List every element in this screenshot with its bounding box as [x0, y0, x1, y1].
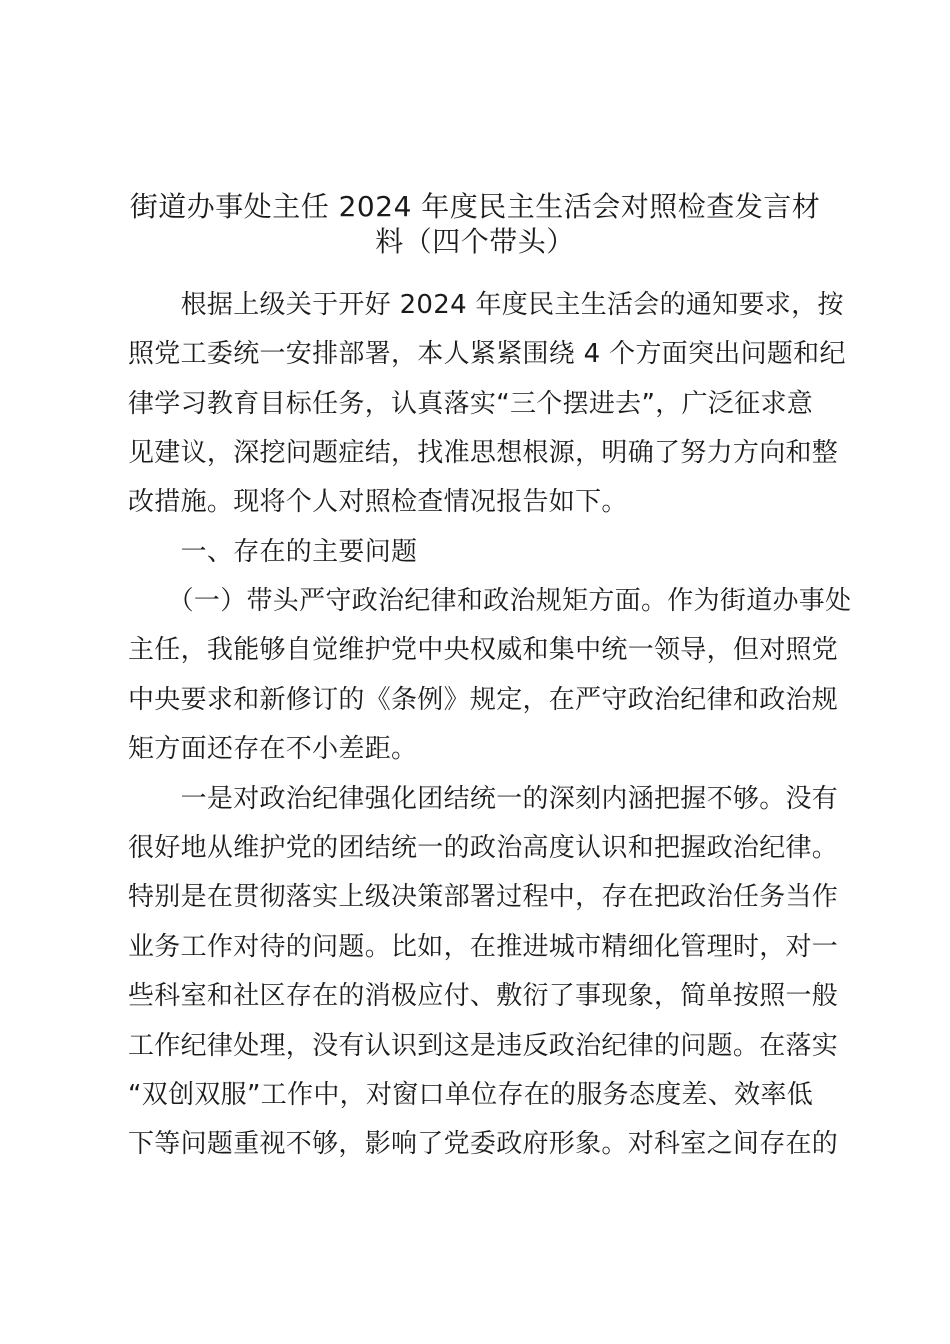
body-line: （一）带头严守政治纪律和政治规矩方面。作为街道办事处: [128, 586, 852, 616]
body-line: 律学习教育目标任务，认真落实“三个摆进去”，广泛征求意: [128, 389, 814, 419]
section-heading: 一、存在的主要问题: [128, 537, 418, 567]
body-line: 一是对政治纪律强化团结统一的深刻内涵把握不够。没有: [128, 784, 839, 814]
body-line: 工作纪律处理，没有认识到这是违反政治纪律的问题。在落实: [128, 1031, 839, 1061]
body-line: 中央要求和新修订的《条例》规定，在严守政治纪律和政治规: [128, 685, 839, 715]
document-title-line-2: 料（四个带头）: [375, 225, 575, 258]
document-title-line-1: 街道办事处主任 2024 年度民主生活会对照检查发言材: [129, 190, 821, 223]
body-line: 特别是在贯彻落实上级决策部署过程中，存在把政治任务当作: [128, 882, 839, 912]
body-line: 矩方面还存在不小差距。: [128, 734, 418, 764]
body-line: 改措施。现将个人对照检查情况报告如下。: [128, 487, 628, 517]
body-line: 业务工作对待的问题。比如，在推进城市精细化管理时，对一: [128, 932, 839, 962]
body-line: 根据上级关于开好 2024 年度民主生活会的通知要求，按: [128, 290, 844, 320]
body-line: 主任，我能够自觉维护党中央权威和集中统一领导，但对照党: [128, 635, 839, 665]
body-line: 照党工委统一安排部署，本人紧紧围绕 4 个方面突出问题和纪: [128, 339, 846, 369]
body-line: 很好地从维护党的团结统一的政治高度认识和把握政治纪律。: [128, 833, 839, 863]
body-line: “双创双服”工作中，对窗口单位存在的服务态度差、效率低: [128, 1080, 814, 1110]
body-line: 见建议，深挖问题症结，找准思想根源，明确了努力方向和整: [128, 438, 839, 468]
body-line: 下等问题重视不够，影响了党委政府形象。对科室之间存在的: [128, 1129, 839, 1159]
body-line: 些科室和社区存在的消极应付、敷衍了事现象，简单按照一般: [128, 981, 839, 1011]
